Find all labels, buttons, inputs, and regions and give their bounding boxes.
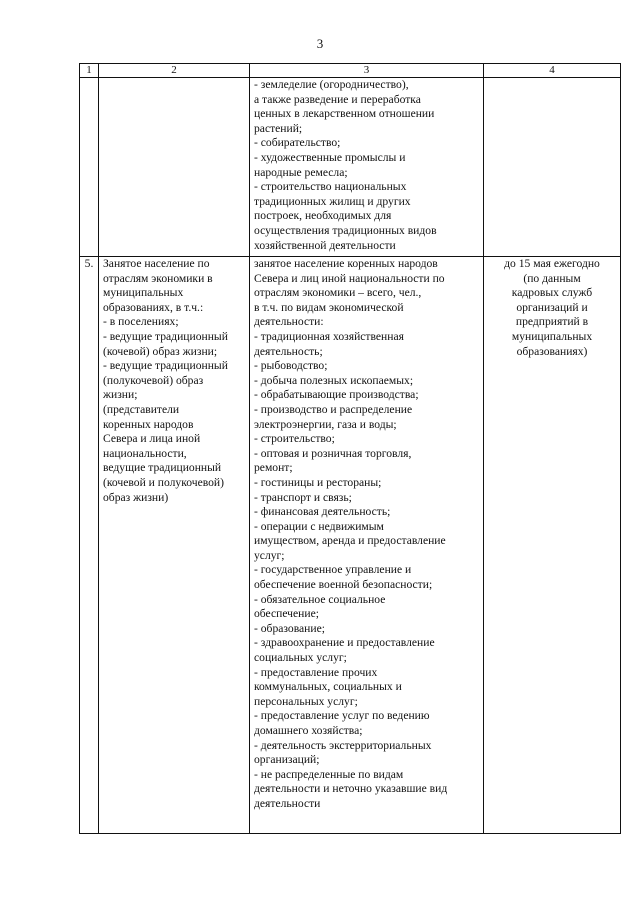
text-line: муниципальных — [511, 329, 593, 343]
text-line: (по данным — [523, 271, 581, 285]
page-number: 3 — [316, 36, 324, 51]
text-line: (полукочевой) образ — [103, 373, 204, 387]
column-header: 2 — [99, 64, 250, 78]
text-line: народные ремесла; — [254, 165, 348, 179]
table-row — [80, 257, 621, 834]
text-line: традиционных жилищ и других — [254, 194, 411, 208]
text-line: - строительство национальных — [254, 180, 407, 194]
text-line: - производство и распределение — [254, 402, 413, 416]
cell-description — [250, 78, 484, 257]
cell-deadline — [484, 257, 621, 834]
text-line: - предоставление прочих — [254, 665, 378, 679]
text-line: - транспорт и связь; — [254, 490, 352, 504]
text-line: образованиях) — [516, 344, 588, 358]
text-line: организаций; — [254, 753, 320, 767]
table-row-continuation — [80, 78, 621, 257]
text-line: осуществления традиционных видов — [254, 223, 437, 237]
text-line: обеспечение военной безопасности; — [254, 578, 433, 592]
text-line: образ жизни) — [103, 490, 169, 504]
text-line: - государственное управление и — [254, 563, 412, 577]
text-line: - не распределенные по видам — [254, 767, 404, 781]
text-line: Севера и лица иной — [103, 432, 201, 446]
text-line: муниципальных — [103, 286, 184, 300]
text-line: - земледелие (огородничество), — [254, 78, 409, 91]
text-line: - здравоохранение и предоставление — [254, 636, 435, 650]
column-header: 1 — [80, 64, 99, 78]
text-line: коммунальных, социальных и — [254, 680, 402, 694]
cell-indicator — [99, 257, 250, 834]
cell-number — [80, 78, 99, 257]
text-line: - художественные промыслы и — [254, 150, 406, 164]
text-line: Занятое население по — [103, 257, 210, 270]
text-line: (кочевой и полукочевой) — [103, 475, 224, 489]
text-line: (кочевой) образ жизни; — [103, 344, 218, 358]
text-line: - рыбоводство; — [254, 359, 328, 373]
text-line: национальности, — [103, 446, 187, 460]
text-line: социальных услуг; — [254, 651, 347, 665]
text-line: до 15 мая ежегодно — [504, 257, 600, 270]
cell-description — [250, 257, 484, 834]
text-line: - образование; — [254, 621, 325, 635]
cell-indicator — [99, 78, 250, 257]
text-line: - в поселениях; — [103, 315, 179, 329]
column-header: 3 — [250, 64, 484, 78]
text-line: построек, необходимых для — [254, 209, 392, 223]
text-line: в т.ч. по видам экономической — [254, 300, 404, 314]
text-line: - операции с недвижимым — [254, 519, 384, 533]
text-line: ведущие традиционный — [103, 461, 222, 475]
text-line: - предоставление услуг по ведению — [254, 709, 430, 723]
text-line: - гостиницы и рестораны; — [254, 475, 382, 489]
text-line: - ведущие традиционный — [103, 329, 228, 343]
text-line: электроэнергии, газа и воды; — [254, 417, 397, 431]
text-line: имуществом, аренда и предоставление — [254, 534, 446, 548]
text-line: услуг; — [254, 548, 285, 562]
text-line: - ведущие традиционный — [103, 359, 228, 373]
text-line: - деятельность экстерриториальных — [254, 738, 432, 752]
text-line: - финансовая деятельность; — [254, 505, 391, 519]
text-line: ремонт; — [254, 461, 293, 475]
text-line: образованиях, в т.ч.: — [103, 300, 204, 314]
text-line: растений; — [254, 121, 303, 135]
text-line: Севера и лиц иной национальности по — [254, 271, 445, 285]
text-line: (представители — [103, 402, 180, 416]
text-line: - собирательство; — [254, 136, 341, 150]
text-line: - строительство; — [254, 432, 335, 446]
text-line: деятельности: — [254, 315, 324, 329]
text-line: деятельности и неточно указавшие вид — [254, 782, 448, 796]
indicators-table — [79, 63, 621, 834]
text-line: - традиционная хозяйственная — [254, 329, 404, 343]
text-line: хозяйственной деятельности — [254, 238, 396, 252]
text-line: жизни; — [103, 388, 138, 402]
text-line: кадровых служб — [511, 286, 593, 300]
text-line: а также разведение и переработка — [254, 92, 421, 106]
text-line: коренных народов — [103, 417, 194, 431]
text-line: организаций и — [516, 300, 588, 314]
text-line: отраслям экономики – всего, чел., — [254, 286, 422, 300]
text-line: - обязательное социальное — [254, 592, 386, 606]
text-line: домашнего хозяйства; — [254, 724, 363, 737]
cell-number: 5. — [80, 257, 99, 834]
text-line: - обрабатывающие производства; — [254, 388, 419, 402]
text-line: деятельности — [254, 796, 321, 810]
text-line: - оптовая и розничная торговля, — [254, 446, 412, 460]
cell-deadline — [484, 78, 621, 257]
text-line: деятельность; — [254, 344, 323, 358]
text-line: обеспечение; — [254, 607, 319, 621]
text-line: - добыча полезных ископаемых; — [254, 373, 414, 387]
text-line: предприятий в — [515, 315, 589, 329]
text-line: отраслям экономики в — [103, 271, 213, 285]
text-line: занятое население коренных народов — [254, 257, 438, 270]
table-header-row — [80, 64, 621, 78]
column-header: 4 — [484, 64, 621, 78]
text-line: ценных в лекарственном отношении — [254, 107, 435, 121]
text-line: персональных услуг; — [254, 694, 358, 708]
